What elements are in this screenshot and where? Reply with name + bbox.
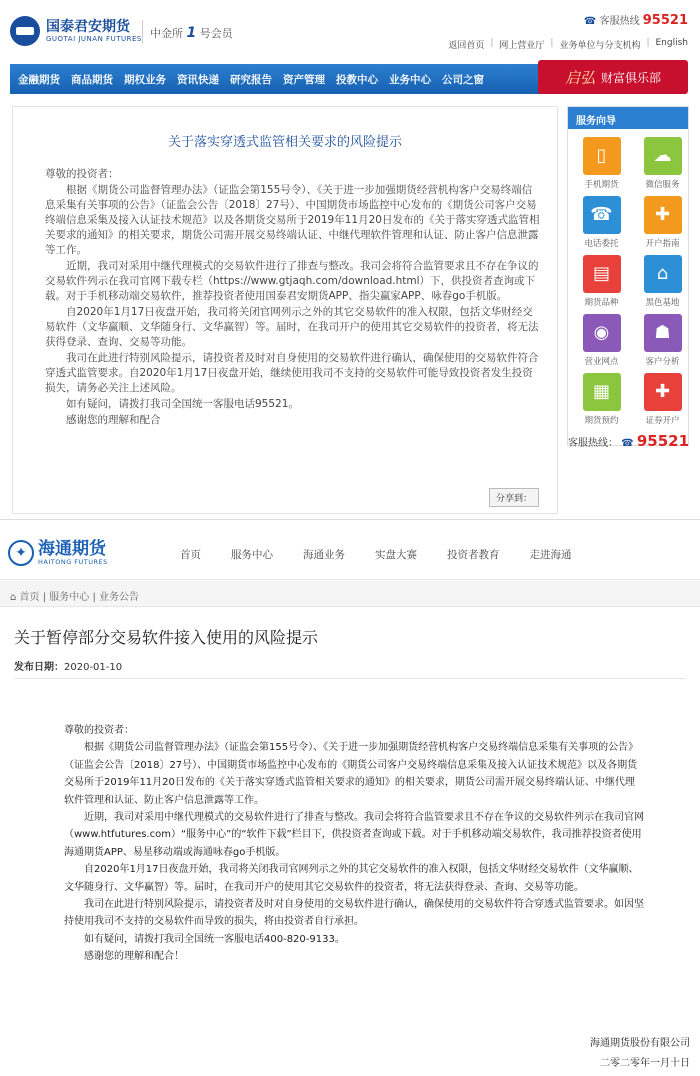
service-item-label: 开户指南 xyxy=(645,239,680,249)
hotline-number: 95521 xyxy=(642,13,688,28)
publish-date-label: 发布日期： xyxy=(14,662,64,673)
notice-paragraph: 我司在此进行特别风险提示，请投资者及时对自身使用的交易软件进行确认，确保使用的交易软件符合穿透式监管要求。如因坚持使用我司不支持的交易软件而导致的损失，将由投资者自行承担。 xyxy=(64,899,644,928)
haitong-logo-en: HAITONG FUTURES xyxy=(38,558,108,566)
phone-icon: ☎ xyxy=(621,438,634,449)
guotai-logo-en: GUOTAI JUNAN FUTURES xyxy=(46,35,142,43)
hotline-label: 客服热线 xyxy=(599,16,640,27)
header-divider xyxy=(142,20,143,44)
article-paragraph: 近期，我司对采用中继代理模式的交易软件进行了排查与整改。我司会将符合监管要求且不存在争议的交易软件列示在我司官网下载专栏（https://www.gtjaqh.com/download.html）下，供投资者查询或下载。对于手机移动端交易软件，推荐投资者使用国泰君安期货APP、指尖赢家APP、咏春go手机版。 xyxy=(45,260,539,302)
member-prefix: 中金所 xyxy=(150,27,183,40)
signature-company: 海通期货股份有限公司 xyxy=(590,1038,690,1049)
notice-signature xyxy=(590,1034,690,1074)
top-hotline xyxy=(584,12,688,28)
article-paragraph: 我司在此进行特别风险提示，请投资者及时对自身使用的交易软件进行确认，确保使用的交易软件符合穿透式监管要求。自2020年1月17日夜盘开始，继续使用我司不支持的交易软件可能导致投资者发生投资损失，请务必关注上述风险。 xyxy=(45,352,539,394)
phone-icon: ☎ xyxy=(583,16,597,27)
add-user-icon: ✚ xyxy=(644,373,682,411)
breadcrumb-notices[interactable]: 业务公告 xyxy=(99,592,140,603)
guotai-page xyxy=(0,0,700,520)
haitong-page xyxy=(0,528,700,1076)
service-item-label: 微信服务 xyxy=(645,180,680,190)
service-item-label: 手机期货 xyxy=(584,180,619,190)
guotai-logo-text: 国泰君安期货 xyxy=(46,19,130,35)
nav-news[interactable]: 资讯快递 xyxy=(177,73,219,86)
article-panel xyxy=(12,106,558,514)
page-title: 关于暂停部分交易软件接入使用的风险提示 xyxy=(14,628,319,647)
service-sidebar xyxy=(567,106,689,446)
member-suffix: 号会员 xyxy=(199,27,233,40)
location-icon: ◉ xyxy=(583,314,621,352)
phone-icon: ☎ xyxy=(583,196,621,234)
nav-research[interactable]: 研究报告 xyxy=(230,73,272,86)
calendar-icon: ▦ xyxy=(583,373,621,411)
service-item-label: 证券开户 xyxy=(645,416,680,426)
toplink-english[interactable]: English xyxy=(655,38,688,48)
service-item[interactable] xyxy=(574,137,629,190)
club-script: 启弘 xyxy=(564,68,595,87)
publish-date-value: 2020-01-10 xyxy=(64,662,123,673)
article-paragraph: 自2020年1月17日夜盘开始，我司将关闭官网列示之外的其它交易软件的准入权限，包括文华财经交易软件（文华赢顺、文华随身行、文华赢智）等。届时，在我司开户的使用其它交易软件的投资者，将无法获得登录、查询、交易等功能。 xyxy=(45,306,539,348)
service-item[interactable] xyxy=(574,314,629,367)
home-icon: ⌂ xyxy=(10,592,17,603)
wealth-club-banner[interactable] xyxy=(538,60,688,94)
menu-home[interactable]: 首页 xyxy=(180,549,201,561)
service-item-label: 客户分析 xyxy=(645,357,680,367)
publish-date xyxy=(14,658,122,673)
breadcrumb-home[interactable]: 首页 xyxy=(19,592,40,603)
nav-commodity-futures[interactable]: 商品期货 xyxy=(71,73,113,86)
service-grid xyxy=(568,129,688,426)
service-item[interactable] xyxy=(574,255,629,308)
club-label: 财富俱乐部 xyxy=(601,70,662,85)
article-title: 关于落实穿透式监管相关要求的风险提示 xyxy=(167,135,402,150)
wechat-icon: ☁ xyxy=(644,137,682,175)
notice-body xyxy=(64,722,644,966)
compass-icon: ✚ xyxy=(644,196,682,234)
haitong-logo-text: 海通期货 xyxy=(38,539,106,559)
member-info xyxy=(150,25,233,41)
share-button[interactable]: 分享到： xyxy=(489,488,539,507)
service-item[interactable] xyxy=(635,373,690,426)
sidebar-title: 服务向导 xyxy=(568,107,688,129)
toplink-online-hall[interactable]: 网上营业厅 xyxy=(499,41,545,51)
toplink-home[interactable]: 返回首页 xyxy=(448,41,485,51)
service-item-label: 电话委托 xyxy=(584,239,619,249)
menu-education[interactable]: 投资者教育 xyxy=(447,549,500,561)
service-item[interactable] xyxy=(635,137,690,190)
user-icon: ☗ xyxy=(644,314,682,352)
menu-about[interactable]: 走进海通 xyxy=(529,549,572,561)
notice-paragraph: 近期，我司对采用中继代理模式的交易软件进行了排查与整改。我司会将符合监管要求且不存在争议的交易软件列示在我司官网（www.htfutures.com）“服务中心”的“软件下载”栏目下，供投资者查询或下载。对于手机移动端交易软件，我司推荐投资者使用海通期货APP、易星移动端或海通咏春go手机版。 xyxy=(64,812,644,858)
nav-asset-management[interactable]: 资产管理 xyxy=(283,73,325,86)
notice-paragraph: 如有疑问，请拨打我司全国统一客服电话400-820-9133。 xyxy=(84,933,345,945)
article-greeting: 尊敬的投资者： xyxy=(45,168,119,180)
service-item[interactable] xyxy=(574,373,629,426)
list-icon: ▤ xyxy=(583,255,621,293)
haitong-menu xyxy=(180,547,602,562)
sidebar-hotline-label: 客服热线： xyxy=(568,438,618,449)
nav-company[interactable]: 公司之窗 xyxy=(442,73,484,86)
haitong-logo-icon: ✦ xyxy=(8,540,34,566)
notice-closing: 感谢您的理解和配合！ xyxy=(84,951,184,963)
notice-greeting: 尊敬的投资者： xyxy=(64,725,134,736)
breadcrumb: ⌂ 首页 | 服务中心 | 业务公告 xyxy=(0,581,700,607)
notice-paragraph: 自2020年1月17日夜盘开始，我司将关闭我司官网列示之外的其它交易软件的准入权限，包括文华财经交易软件（文华赢顺、文华随身行、文华赢智）等。届时，在我司开户的使用其它交易软件的投资者，将无法获得登录、查询、交易等功能。 xyxy=(64,864,639,893)
sidebar-hotline-number: 95521 xyxy=(636,432,690,450)
member-number: 1 xyxy=(186,25,197,41)
service-item[interactable] xyxy=(635,196,690,249)
menu-service[interactable]: 服务中心 xyxy=(231,549,273,561)
service-item-label: 黑色基地 xyxy=(645,298,680,308)
nav-financial-futures[interactable]: 金融期货 xyxy=(18,73,60,86)
guotai-header xyxy=(0,0,700,62)
service-item-label: 期货品种 xyxy=(584,298,619,308)
mobile-icon: ▯ xyxy=(583,137,621,175)
nav-options[interactable]: 期权业务 xyxy=(124,73,166,86)
top-links: 返回首页 | 网上营业厅 | 业务单位与分支机构 | English xyxy=(448,38,688,51)
article-paragraph: 如有疑问，请拨打我司全国统一客服电话95521。 xyxy=(66,398,299,410)
service-item[interactable] xyxy=(635,255,690,308)
service-item-label: 营业网点 xyxy=(584,357,619,367)
title-divider xyxy=(14,678,686,679)
haitong-header xyxy=(0,528,700,580)
menu-contest[interactable]: 实盘大赛 xyxy=(375,549,417,561)
guotai-logo-icon xyxy=(10,16,40,46)
article-paragraph: 根据《期货公司监督管理办法》（证监会第155号令）、《关于进一步加强期货经营机构客户交易终端信息采集有关事项的公告》（证监会公告〔2018〕27号）、中国期货市场监控中心发布的《期货公司客户交易终端信息采集及接入认证技术规范》以及各期货交易所于2019年11月20日发布的《关于落实穿透式监管相关要求的通知》的相关要求，期货公司需开展交易终端认证、中继代理软件管理和认证、防止客户信息泄露等工作。 xyxy=(45,184,540,256)
breadcrumb-service[interactable]: 服务中心 xyxy=(49,592,90,603)
nav-education[interactable]: 投教中心 xyxy=(336,73,378,86)
guotai-logo[interactable] xyxy=(10,16,142,46)
service-item[interactable] xyxy=(635,314,690,367)
notice-paragraph: 根据《期货公司监督管理办法》（证监会第155号令）、《关于进一步加强期货经营机构客户交易终端信息采集有关事项的公告》（证监会公告〔2018〕27号）、中国期货市场监控中心发布的《期货公司客户交易终端信息采集及接入认证技术规范》以及各期货交易所于2019年11月20日发布的《关于落实穿透式监管相关要求的通知》的相关要求，期货公司需开展交易终端认证、中继代理软件管理和认证、防止客户信息泄露等工作。 xyxy=(64,742,639,806)
article-closing: 感谢您的理解和配合 xyxy=(66,414,161,426)
sidebar-hotline xyxy=(568,432,689,450)
signature-date: 二零二零年一月十日 xyxy=(600,1058,690,1069)
main-nav xyxy=(10,64,580,94)
home-icon: ⌂ xyxy=(644,255,682,293)
nav-business[interactable]: 业务中心 xyxy=(389,73,431,86)
toplink-branches[interactable]: 业务单位与分支机构 xyxy=(559,41,641,51)
menu-business[interactable]: 海通业务 xyxy=(303,549,345,561)
service-item-label: 期货预约 xyxy=(584,416,619,426)
haitong-logo[interactable] xyxy=(8,540,108,566)
service-item[interactable] xyxy=(574,196,629,249)
article-body xyxy=(45,167,541,429)
